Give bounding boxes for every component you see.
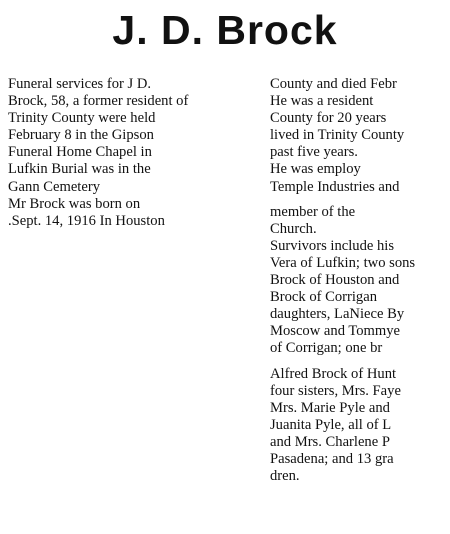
obituary-headline: J. D. Brock (112, 7, 338, 53)
text-line: He was employ (270, 161, 361, 178)
column-gap (270, 358, 450, 366)
text-line: lived in Trinity County (270, 127, 405, 144)
text-line: .Sept. 14, 1916 In Houston (8, 212, 165, 229)
text-line: Trinity County were held (8, 110, 156, 127)
text-line: of Corrigan; one br (270, 340, 383, 357)
text-line: Mr Brock was born on (8, 195, 141, 212)
text-line: and Mrs. Charlene P (270, 433, 390, 450)
left-text-column (8, 76, 256, 230)
text-line: Alfred Brock of Hunt (270, 365, 397, 382)
column-gap (270, 196, 450, 204)
text-line: Lufkin Burial was in the (8, 161, 151, 178)
text-line: member of the (270, 203, 356, 220)
text-line: February 8 in the Gipson (8, 127, 154, 144)
text-line: Survivors include his (270, 237, 395, 254)
text-line: County and died Febr (270, 76, 397, 92)
text-line: dren. (270, 468, 300, 485)
text-line: Temple Industries and (270, 178, 400, 195)
text-line: Gann Cemetery (8, 178, 100, 195)
text-line: Brock of Corrigan (270, 289, 377, 306)
text-line: County for 20 years (270, 110, 387, 127)
text-line: Funeral Home Chapel in (8, 144, 152, 161)
text-line: daughters, LaNiece By (270, 306, 405, 323)
text-line: Brock, 58, a former resident of (8, 93, 189, 110)
text-line: Funeral services for J D. (8, 76, 152, 92)
text-line: Brock of Houston and (270, 272, 400, 289)
text-line: Church. (270, 220, 317, 237)
text-line: Juanita Pyle, all of L (270, 416, 392, 433)
text-line: Pasadena; and 13 gra (270, 450, 394, 467)
text-line: past five years. (270, 144, 358, 161)
text-line: He was a resident (270, 93, 374, 110)
text-line: Moscow and Tommye (270, 323, 401, 340)
right-text-column (270, 76, 450, 485)
text-line: Vera of Lufkin; two sons (270, 254, 416, 271)
text-line: four sisters, Mrs. Faye (270, 382, 401, 399)
text-line: Mrs. Marie Pyle and (270, 399, 390, 416)
